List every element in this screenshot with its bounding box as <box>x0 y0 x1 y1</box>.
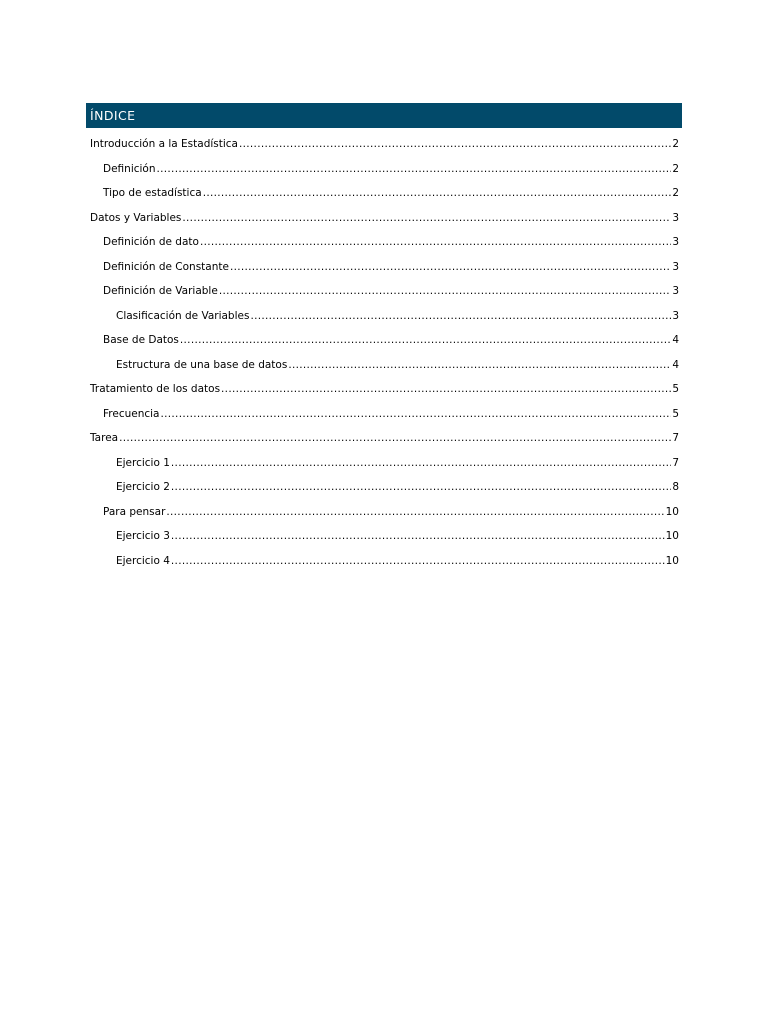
toc-entry-title: Clasificación de Variables <box>116 309 250 322</box>
toc-entry[interactable] <box>90 524 679 549</box>
toc-heading <box>86 103 682 128</box>
toc-entry[interactable] <box>90 426 679 451</box>
toc-dot-leader <box>161 402 672 427</box>
toc-entry-page: 3 <box>672 285 679 297</box>
toc-dot-leader <box>171 549 665 574</box>
toc-entry-page: 8 <box>672 481 679 493</box>
toc-entry[interactable] <box>90 279 679 304</box>
toc-entry-page: 4 <box>672 358 679 371</box>
toc-entry-title: Definición <box>103 162 156 175</box>
toc-dot-leader <box>250 304 671 329</box>
toc-dot-leader <box>203 181 672 206</box>
toc-entry-page: 2 <box>672 162 679 175</box>
toc-entry[interactable] <box>90 328 679 353</box>
toc-entry[interactable] <box>90 500 679 525</box>
toc-entry-page: 5 <box>672 383 679 395</box>
toc-entry-page: 5 <box>672 407 679 420</box>
toc-dot-leader <box>180 328 671 353</box>
toc-entry-title: Tratamiento de los datos <box>90 383 221 395</box>
toc-entry[interactable] <box>90 206 679 231</box>
toc-entry-title: Definición de Constante <box>103 260 229 273</box>
toc-dot-leader <box>200 230 671 255</box>
toc-entry-page: 3 <box>672 211 679 224</box>
toc-entry[interactable] <box>90 304 679 329</box>
toc-dot-leader <box>239 132 671 157</box>
toc-entry-page: 3 <box>672 309 679 322</box>
toc-dot-leader <box>119 426 671 451</box>
toc-entry-page: 10 <box>665 530 679 542</box>
toc-entry[interactable] <box>90 549 679 574</box>
toc-dot-leader <box>221 377 671 402</box>
toc-entry-title: Ejercicio 3 <box>116 530 170 542</box>
toc-dot-leader <box>182 206 671 231</box>
toc-dot-leader <box>171 451 671 476</box>
toc-entry-title: Definición de dato <box>103 236 199 248</box>
toc-entry-title: Frecuencia <box>103 407 160 420</box>
toc-entry-page: 2 <box>672 187 679 199</box>
toc-entry-page: 7 <box>672 432 679 444</box>
toc-entry-page: 3 <box>672 236 679 248</box>
toc-entry-title: Estructura de una base de datos <box>116 358 288 371</box>
toc-entry-title: Ejercicio 1 <box>116 456 170 469</box>
toc-entry-title: Definición de Variable <box>103 285 218 297</box>
toc-dot-leader <box>171 524 665 549</box>
toc-entry-title: Ejercicio 4 <box>116 554 170 567</box>
toc-entry-title: Tipo de estadística <box>103 187 202 199</box>
toc-entry-title: Datos y Variables <box>90 211 182 224</box>
toc-entry[interactable] <box>90 181 679 206</box>
toc-entry[interactable] <box>90 475 679 500</box>
toc-entry[interactable] <box>90 157 679 182</box>
toc-entry-title: Tarea <box>90 432 119 444</box>
toc-entry-page: 10 <box>665 554 679 567</box>
table-of-contents <box>90 132 679 573</box>
toc-entry-title: Base de Datos <box>103 334 179 346</box>
toc-entry-title: Para pensar <box>103 505 166 518</box>
toc-heading-text: ÍNDICE <box>90 108 136 123</box>
toc-dot-leader <box>230 255 671 280</box>
toc-dot-leader <box>219 279 671 304</box>
toc-entry-page: 4 <box>672 334 679 346</box>
toc-entry[interactable] <box>90 451 679 476</box>
toc-entry[interactable] <box>90 402 679 427</box>
toc-entry-title: Ejercicio 2 <box>116 481 170 493</box>
toc-entry[interactable] <box>90 377 679 402</box>
toc-dot-leader <box>171 475 671 500</box>
toc-dot-leader <box>166 500 664 525</box>
toc-dot-leader <box>157 157 672 182</box>
toc-entry[interactable] <box>90 353 679 378</box>
toc-entry-title: Introducción a la Estadística <box>90 138 238 150</box>
toc-entry-page: 10 <box>665 505 679 518</box>
toc-entry[interactable] <box>90 230 679 255</box>
toc-dot-leader <box>288 353 671 378</box>
toc-entry[interactable] <box>90 255 679 280</box>
toc-entry-page: 3 <box>672 260 679 273</box>
toc-entry-page: 7 <box>672 456 679 469</box>
toc-entry[interactable] <box>90 132 679 157</box>
toc-entry-page: 2 <box>672 138 679 150</box>
